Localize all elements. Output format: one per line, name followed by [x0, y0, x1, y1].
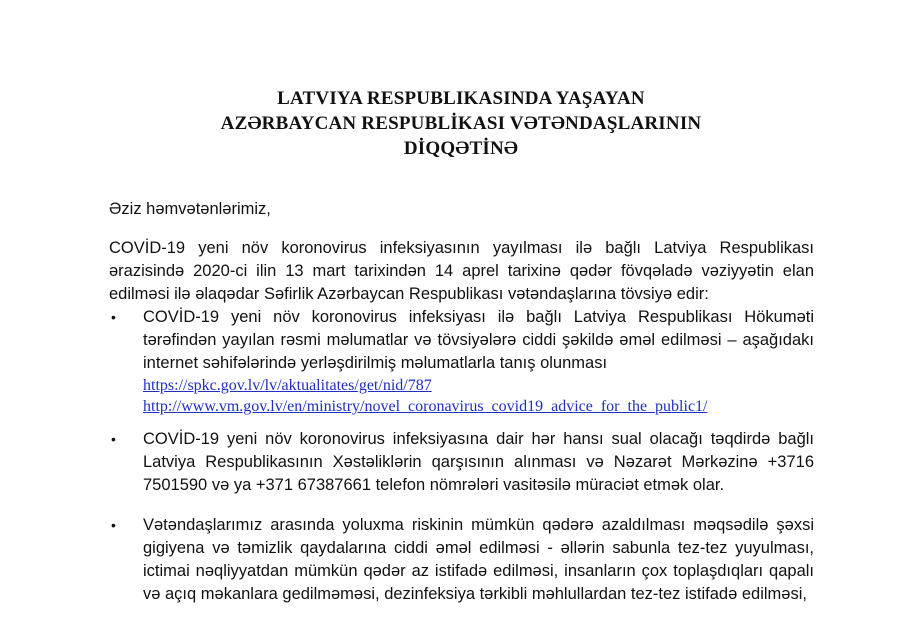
link-vm[interactable]: http://www.vm.gov.lv/en/ministry/novel_coronavirus_covid19_advice_for_the_public1/: [143, 398, 708, 415]
list-item: [109, 428, 814, 497]
list-item: [109, 514, 814, 606]
title-line-3: DİQQƏTİNƏ: [403, 138, 519, 159]
bullet-icon: •: [111, 309, 116, 325]
document-title: [0, 86, 922, 161]
intro-paragraph: COVİD-19 yeni növ koronovirus infeksiyasının yayılması ilə bağlı Latviya Respublikası ərazisində 2020-ci ilin 13 mart tarixindən 14 aprel tarixinə qədər fövqəladə vəziyyətin elan edilməsi ilə əlaqədar Səfirlik Azərbaycan Respublikası vətəndaşlarına tövsiyə edir:: [109, 239, 814, 303]
salutation: Əziz həmvətənlərimiz,: [109, 200, 271, 218]
list-item-text: Vətəndaşlarımız arasında yoluxma riskinin mümkün qədərə azaldılması məqsədilə şəxsi gigiyena və təmizlik qaydalarına ciddi əməl edilməsi - əllərin sabunla tez-tez yuyulması, ictimai nəqliyyatdan mümkün qədər az istifadə edilməsi, insanların çox toplaşdıqları qapalı və açıq məkanlara gedilməməsi, dezinfeksiya tərkibli məhlullardan tez-tez istifadə edilməsi,: [143, 516, 814, 603]
list-item-text: COVİD-19 yeni növ koronovirus infeksiyasına dair hər hansı sual olacağı təqdirdə bağlı Latviya Respublikasının Xəstəliklərin qarşısının alınması və Nəzarət Mərkəzinə +3716 7501590 və ya +371 67387661 telefon nömrələri vasitəsilə müraciət etmək olar.: [143, 430, 814, 494]
link-spkc[interactable]: https://spkc.gov.lv/lv/aktualitates/get/nid/787: [143, 377, 432, 394]
title-line-2: AZƏRBAYCAN RESPUBLİKASI VƏTƏNDAŞLARININ: [220, 113, 702, 134]
bullet-icon: •: [111, 431, 116, 447]
title-line-1: LATVIYA RESPUBLIKASINDA YAŞAYAN: [277, 88, 645, 109]
list-item-text: COVİD-19 yeni növ koronovirus infeksiyası ilə bağlı Latviya Respublikası Hökuməti tərəfindən yayılan rəsmi məlumatlar və tövsiyələrə ciddi şəkildə əməl edilməsi – aşağıdakı internet səhifələrində yerləşdirilmiş məlumatlarla tanış olunması: [143, 308, 814, 372]
bullet-icon: •: [111, 517, 116, 533]
list-item: [109, 306, 814, 417]
